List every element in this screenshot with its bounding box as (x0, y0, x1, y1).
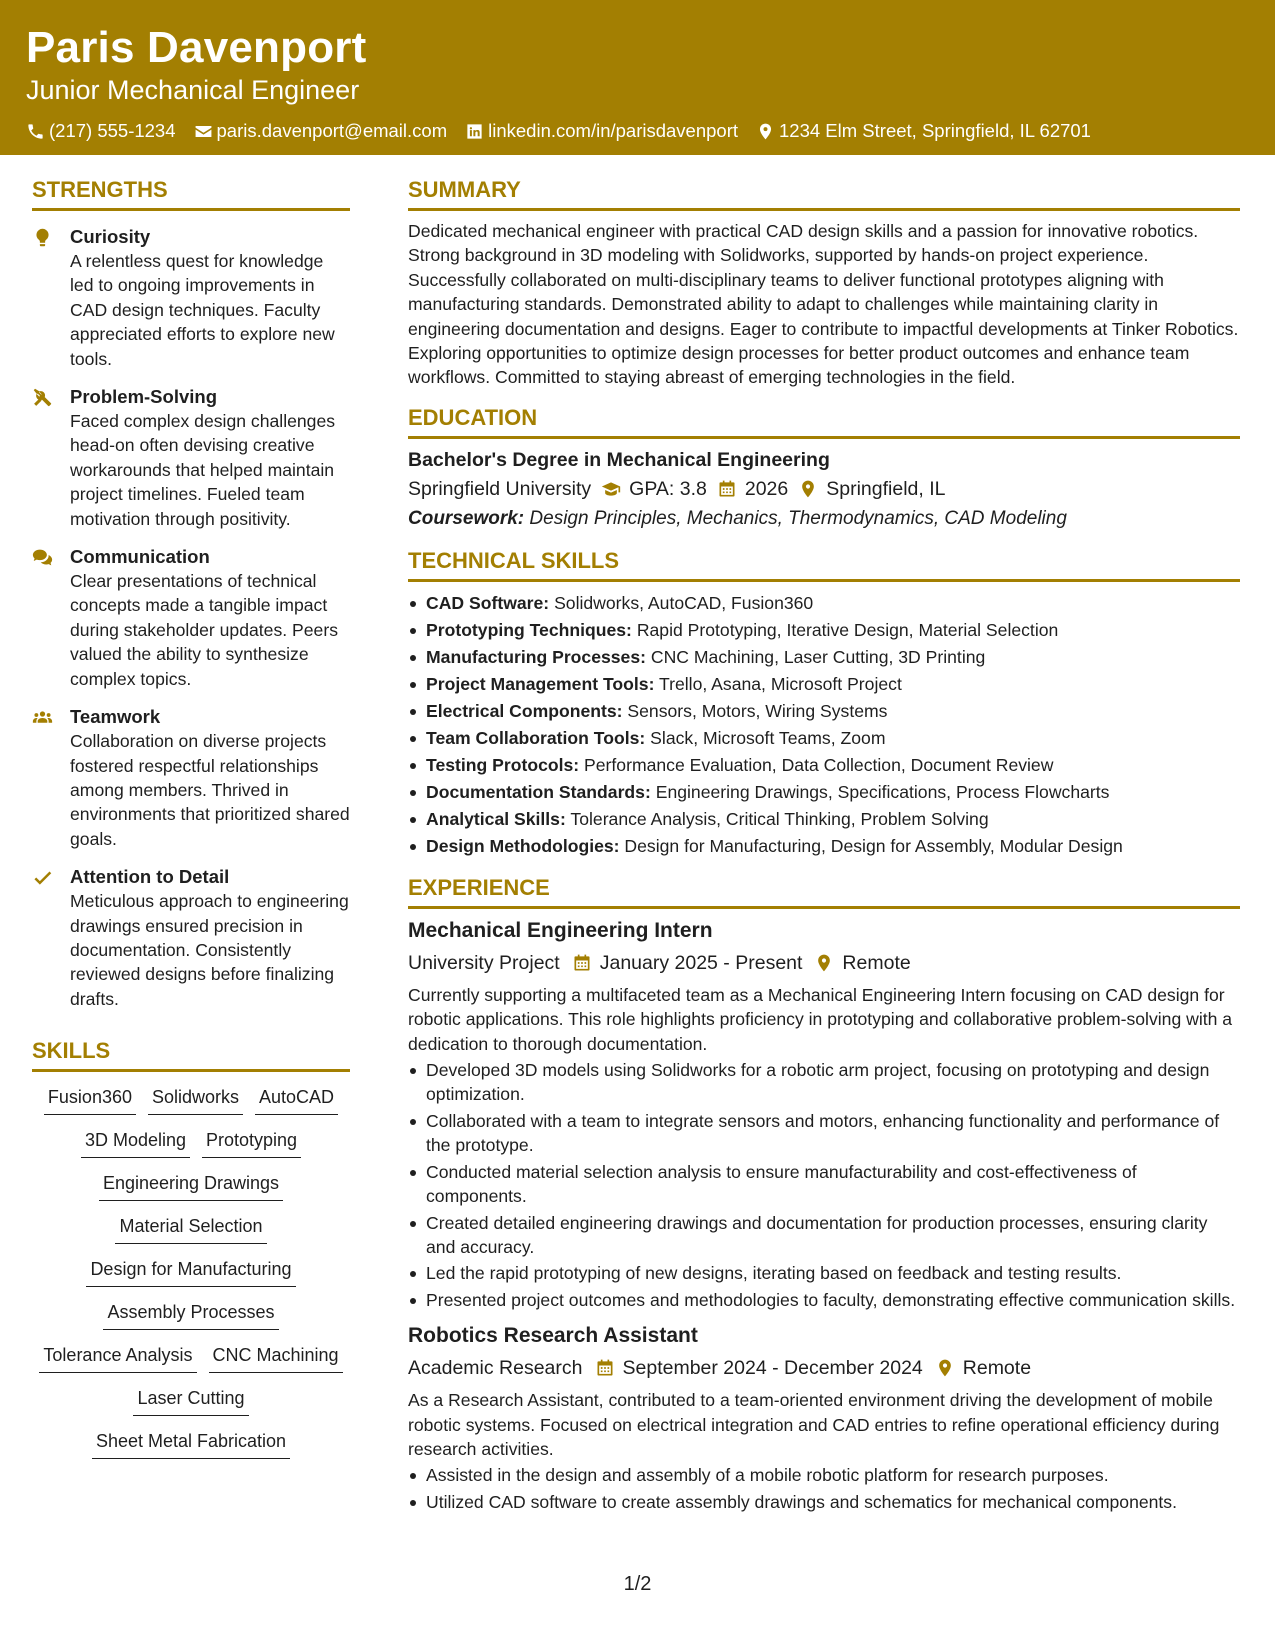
experience-heading: EXPERIENCE (408, 874, 1240, 909)
job-location: Remote (842, 951, 911, 974)
tech-value: Solidworks, AutoCAD, Fusion360 (554, 592, 814, 613)
list-item: Led the rapid prototyping of new designs, iterating based on feedback and testing results. (408, 1261, 1240, 1285)
tech-value: Slack, Microsoft Teams, Zoom (650, 727, 886, 748)
contact-linkedin[interactable] (465, 120, 738, 142)
tech-value: Trello, Asana, Microsoft Project (659, 673, 902, 694)
skill-tag: AutoCAD (255, 1083, 338, 1115)
map-pin-icon (814, 953, 834, 973)
degree-title: Bachelor's Degree in Mechanical Engineering (408, 448, 830, 471)
graduation-year: 2026 (744, 477, 789, 500)
graduation-cap-icon (601, 479, 621, 499)
list-item: Conducted material selection analysis to ensure manufacturability and cost-effectiveness of components. (408, 1160, 1240, 1209)
job-org: University Project (408, 951, 560, 974)
tech-value: Design for Manufacturing, Design for Assembly, Modular Design (624, 835, 1123, 856)
list-item (408, 725, 1240, 752)
list-item: Utilized CAD software to create assembly drawings and schematics for mechanical components. (408, 1490, 1240, 1514)
strength-title: Communication (70, 546, 210, 568)
school-location: Springfield, IL (826, 477, 946, 500)
strength-title: Teamwork (70, 706, 161, 728)
strength-item (32, 545, 350, 691)
list-item (408, 752, 1240, 779)
skill-tag: Prototyping (202, 1126, 301, 1158)
comments-icon (32, 547, 53, 568)
school-name: Springfield University (408, 477, 592, 500)
strength-item (32, 225, 350, 371)
job-location: Remote (962, 1357, 1032, 1380)
list-item: Collaborated with a team to integrate sensors and motors, enhancing functionality and performance of the prototype. (408, 1109, 1240, 1158)
tech-value: Engineering Drawings, Specifications, Process Flowcharts (655, 781, 1110, 802)
list-item (408, 698, 1240, 725)
list-item: Presented project outcomes and methodologies to faculty, demonstrating effective communication skills. (408, 1288, 1240, 1312)
strength-desc: Collaboration on diverse projects fostered respectful relationships among members. Thrived in environments that prioritized shared goals. (70, 731, 350, 849)
strength-desc: Clear presentations of technical concepts made a tangible impact during stakeholder updates. Peers valued the ability to synthesize complex topics. (70, 571, 338, 689)
job-description: As a Research Assistant, contributed to a team-oriented environment driving the development of mobile robotic systems. Focused on electrical integration and CAD entries to refine operational efficiency during research activities. (408, 1390, 1220, 1459)
summary-heading: SUMMARY (408, 176, 1240, 211)
map-pin-icon (798, 479, 818, 499)
education-heading: EDUCATION (408, 404, 1240, 439)
skill-tag: Design for Manufacturing (86, 1255, 295, 1287)
gpa-text: GPA: 3.8 (629, 477, 707, 500)
job-title: Robotics Research Assistant (408, 1324, 698, 1348)
strength-desc: A relentless quest for knowledge led to ongoing improvements in CAD design techniques. Faculty appreciated efforts to explore new tools. (70, 251, 335, 369)
candidate-role: Junior Mechanical Engineer (26, 75, 360, 105)
tech-label: Electrical Components: (426, 700, 623, 721)
skill-tag: Solidworks (148, 1083, 243, 1115)
strength-title: Problem-Solving (70, 386, 217, 408)
tech-value: Performance Evaluation, Data Collection, Document Review (584, 754, 1054, 775)
calendar-icon (572, 953, 592, 973)
skill-tag: Laser Cutting (133, 1384, 248, 1416)
job-title: Mechanical Engineering Intern (408, 918, 713, 942)
skill-tag: CNC Machining (209, 1341, 343, 1373)
job-dates: September 2024 - December 2024 (622, 1357, 923, 1380)
skill-tag: Tolerance Analysis (39, 1341, 196, 1373)
list-item (408, 644, 1240, 671)
strengths-heading: STRENGTHS (32, 176, 350, 211)
education-meta (408, 475, 1240, 503)
tech-label: CAD Software: (426, 592, 550, 613)
tech-label: Project Management Tools: (426, 673, 655, 694)
envelope-icon (194, 122, 213, 141)
linkedin-text: linkedin.com/in/parisdavenport (488, 120, 739, 141)
skill-tag: 3D Modeling (81, 1126, 190, 1158)
skills-heading: SKILLS (32, 1037, 350, 1072)
tools-icon (32, 387, 53, 408)
tech-value: Tolerance Analysis, Critical Thinking, Problem Solving (570, 808, 989, 829)
list-item: Developed 3D models using Solidworks for a robotic arm project, focusing on prototyping and design optimization. (408, 1058, 1240, 1107)
coursework-label: Coursework: (408, 507, 525, 529)
tech-label: Design Methodologies: (426, 835, 620, 856)
calendar-icon (717, 479, 737, 499)
resume-header (0, 0, 1275, 155)
phone-text: (217) 555-1234 (49, 120, 176, 141)
list-item (408, 806, 1240, 833)
list-item (408, 617, 1240, 644)
job-dates: January 2025 - Present (599, 951, 803, 974)
left-column (32, 176, 350, 1459)
list-item: Assisted in the design and assembly of a mobile robotic platform for research purposes. (408, 1463, 1240, 1487)
candidate-name: Paris Davenport (26, 23, 367, 72)
strength-item (32, 385, 350, 531)
tech-value: Sensors, Motors, Wiring Systems (627, 700, 888, 721)
skill-tag: Assembly Processes (103, 1298, 278, 1330)
skill-tag: Fusion360 (44, 1083, 136, 1115)
job-description: Currently supporting a multifaceted team as a Mechanical Engineering Intern focusing on CAD design for robotic applications. This role highlights proficiency in prototyping and collaborative problem-solving with a dedication to thorough documentation. (408, 984, 1233, 1054)
tech-label: Team Collaboration Tools: (426, 727, 646, 748)
job-org: Academic Research (408, 1357, 583, 1380)
lightbulb-icon (32, 227, 53, 248)
job-entry (408, 917, 1240, 1312)
tech-label: Manufacturing Processes: (426, 646, 646, 667)
strength-title: Attention to Detail (70, 866, 230, 888)
job-meta (408, 1354, 1240, 1382)
users-icon (32, 707, 53, 728)
list-item (408, 590, 1240, 617)
linkedin-icon (465, 122, 484, 141)
technical-skills-list (408, 590, 1240, 860)
strength-desc: Faced complex design challenges head-on often devising creative workarounds that helped maintain project timelines. Fueled team motivation through positivity. (70, 411, 336, 529)
right-column (408, 176, 1240, 1516)
list-item (408, 833, 1240, 860)
strength-desc: Meticulous approach to engineering drawings ensured precision in documentation. Consistently reviewed designs before finalizing drafts. (70, 891, 349, 1009)
strength-item (32, 865, 350, 1011)
check-icon (32, 867, 53, 888)
summary-text: Dedicated mechanical engineer with practical CAD design skills and a passion for innovative robotics. Strong background in 3D modeling with Solidworks, supported by hands-on project experience. Successfully collaborated on multi-disciplinary teams to deliver functional prototypes aligning with manufacturing standards. Demonstrated ability to adapt to challenges while maintaining clarity in engineering documentation and designs. Eager to contribute to impactful developments at Tinker Robotics. Exploring opportunities to optimize design processes for better product outcomes and enhance team workflows. Committed to staying abreast of emerging technologies in the field. (408, 221, 1239, 388)
skill-tag: Engineering Drawings (99, 1169, 283, 1201)
tech-value: Rapid Prototyping, Iterative Design, Material Selection (636, 619, 1059, 640)
strength-item (32, 705, 350, 851)
contact-address (756, 120, 1091, 142)
job-entry (408, 1322, 1240, 1514)
skill-tag: Sheet Metal Fabrication (92, 1427, 290, 1459)
skill-tag: Material Selection (115, 1212, 266, 1244)
map-pin-icon (935, 1358, 955, 1378)
tech-label: Analytical Skills: (426, 808, 566, 829)
contact-bar (26, 120, 1249, 142)
calendar-icon (595, 1358, 615, 1378)
list-item (408, 779, 1240, 806)
email-text: paris.davenport@email.com (216, 120, 448, 141)
job-meta (408, 949, 1240, 977)
tech-label: Documentation Standards: (426, 781, 651, 802)
technical-skills-heading: TECHNICAL SKILLS (408, 547, 1240, 582)
job-bullets (408, 1058, 1240, 1312)
phone-icon (26, 122, 45, 141)
map-pin-icon (756, 122, 775, 141)
list-item (408, 671, 1240, 698)
job-bullets (408, 1463, 1240, 1514)
list-item: Created detailed engineering drawings and documentation for production processes, ensuring clarity and accuracy. (408, 1211, 1240, 1260)
contact-phone[interactable] (26, 120, 176, 142)
skills-list (32, 1083, 350, 1459)
strength-title: Curiosity (70, 226, 151, 247)
address-text: 1234 Elm Street, Springfield, IL 62701 (779, 120, 1091, 141)
tech-label: Prototyping Techniques: (426, 619, 632, 640)
page-number: 1/2 (623, 1573, 652, 1595)
contact-email[interactable] (194, 120, 448, 142)
tech-value: CNC Machining, Laser Cutting, 3D Printing (650, 646, 986, 667)
coursework (408, 505, 1240, 533)
coursework-list: Design Principles, Mechanics, Thermodynamics, CAD Modeling (529, 507, 1067, 529)
tech-label: Testing Protocols: (426, 754, 580, 775)
